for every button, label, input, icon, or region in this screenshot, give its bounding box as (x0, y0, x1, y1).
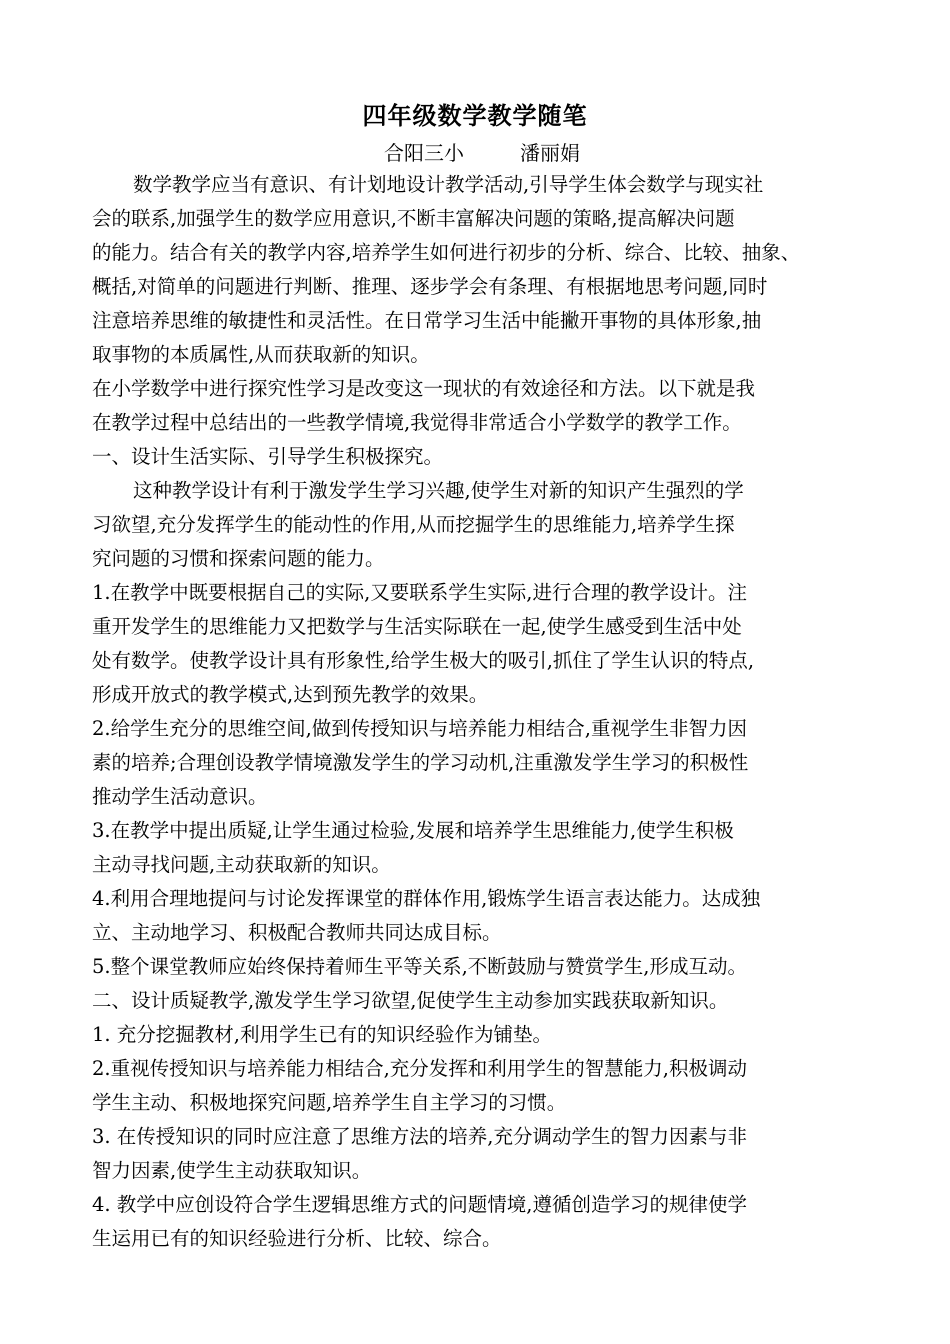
paragraph-line: 注意培养思维的敏捷性和灵活性。在日常学习生活中能撇开事物的具体形象,抽 (92, 309, 762, 332)
list-item-line: 1. 充分挖掘教材,利用学生已有的知识经验作为铺垫。 (92, 1023, 553, 1046)
list-item-line: 4. 教学中应创设符合学生逻辑思维方式的问题情境,遵循创造学习的规律使学 (92, 1193, 748, 1216)
byline (384, 137, 580, 166)
author-name: 潘丽娟 (520, 141, 580, 165)
list-item-line: 推动学生活动意识。 (92, 785, 268, 808)
list-item-line: 立、主动地学习、积极配合教师共同达成目标。 (92, 921, 502, 944)
list-item-line: 智力因素,使学生主动获取知识。 (92, 1159, 372, 1182)
paragraph-line: 在教学过程中总结出的一些教学情境,我觉得非常适合小学数学的教学工作。 (92, 411, 742, 434)
list-item-line: 5.整个课堂教师应始终保持着师生平等关系,不断鼓励与赞赏学生,形成互动。 (92, 955, 748, 978)
section-heading: 二、设计质疑教学,激发学生学习欲望,促使学生主动参加实践获取新知识。 (92, 989, 729, 1012)
paragraph-line: 会的联系,加强学生的数学应用意识,不断丰富解决问题的策略,提高解决问题 (92, 207, 735, 230)
list-item-line: 3.在教学中提出质疑,让学生通过检验,发展和培养学生思维能力,使学生积极 (92, 819, 734, 842)
paragraph-line: 这种教学设计有利于激发学生学习兴趣,使学生对新的知识产生强烈的学 (133, 479, 744, 502)
paragraph-line: 概括,对简单的问题进行判断、推理、逐步学会有条理、有根据地思考问题,同时 (92, 275, 768, 298)
list-item-line: 重开发学生的思维能力又把数学与生活实际联在一起,使学生感受到生活中处 (92, 615, 742, 638)
list-item-line: 形成开放式的教学模式,达到预先教学的效果。 (92, 683, 489, 706)
list-item-line: 2.重视传授知识与培养能力相结合,充分发挥和利用学生的智慧能力,积极调动 (92, 1057, 748, 1080)
list-item-line: 3. 在传授知识的同时应注意了思维方法的培养,充分调动学生的智力因素与非 (92, 1125, 748, 1148)
section-heading: 一、设计生活实际、引导学生积极探究。 (92, 445, 444, 468)
list-item-line: 4.利用合理地提问与讨论发挥课堂的群体作用,锻炼学生语言表达能力。达成独 (92, 887, 761, 910)
list-item-line: 素的培养;合理创设教学情境激发学生的学习动机,注重激发学生学习的积极性 (92, 751, 749, 774)
list-item-line: 处有数学。使教学设计具有形象性,给学生极大的吸引,抓住了学生认识的特点, (92, 649, 755, 672)
body-text (92, 168, 862, 1256)
list-item-line: 主动寻找问题,主动获取新的知识。 (92, 853, 391, 876)
page-title: 四年级数学教学随笔 (362, 101, 588, 130)
paragraph-line: 习欲望,充分发挥学生的能动性的作用,从而挖掘学生的思维能力,培养学生探 (92, 513, 735, 536)
paragraph-line: 的能力。结合有关的教学内容,培养学生如何进行初步的分析、综合、比较、抽象、 (92, 241, 801, 264)
school-name: 合阳三小 (384, 141, 464, 165)
list-item-line: 生运用已有的知识经验进行分析、比较、综合。 (92, 1227, 502, 1250)
paragraph-line: 取事物的本质属性,从而获取新的知识。 (92, 343, 430, 366)
paragraph-line: 在小学数学中进行探究性学习是改变这一现状的有效途径和方法。以下就是我 (92, 377, 756, 400)
list-item-line: 1.在教学中既要根据自己的实际,又要联系学生实际,进行合理的教学设计。注 (92, 581, 748, 604)
list-item-line: 2.给学生充分的思维空间,做到传授知识与培养能力相结合,重视学生非智力因 (92, 717, 748, 740)
paragraph-line: 究问题的习惯和探索问题的能力。 (92, 547, 385, 570)
list-item-line: 学生主动、积极地探究问题,培养学生自主学习的习惯。 (92, 1091, 567, 1114)
paragraph-line: 数学教学应当有意识、有计划地设计教学活动,引导学生体会数学与现实社 (133, 173, 764, 196)
